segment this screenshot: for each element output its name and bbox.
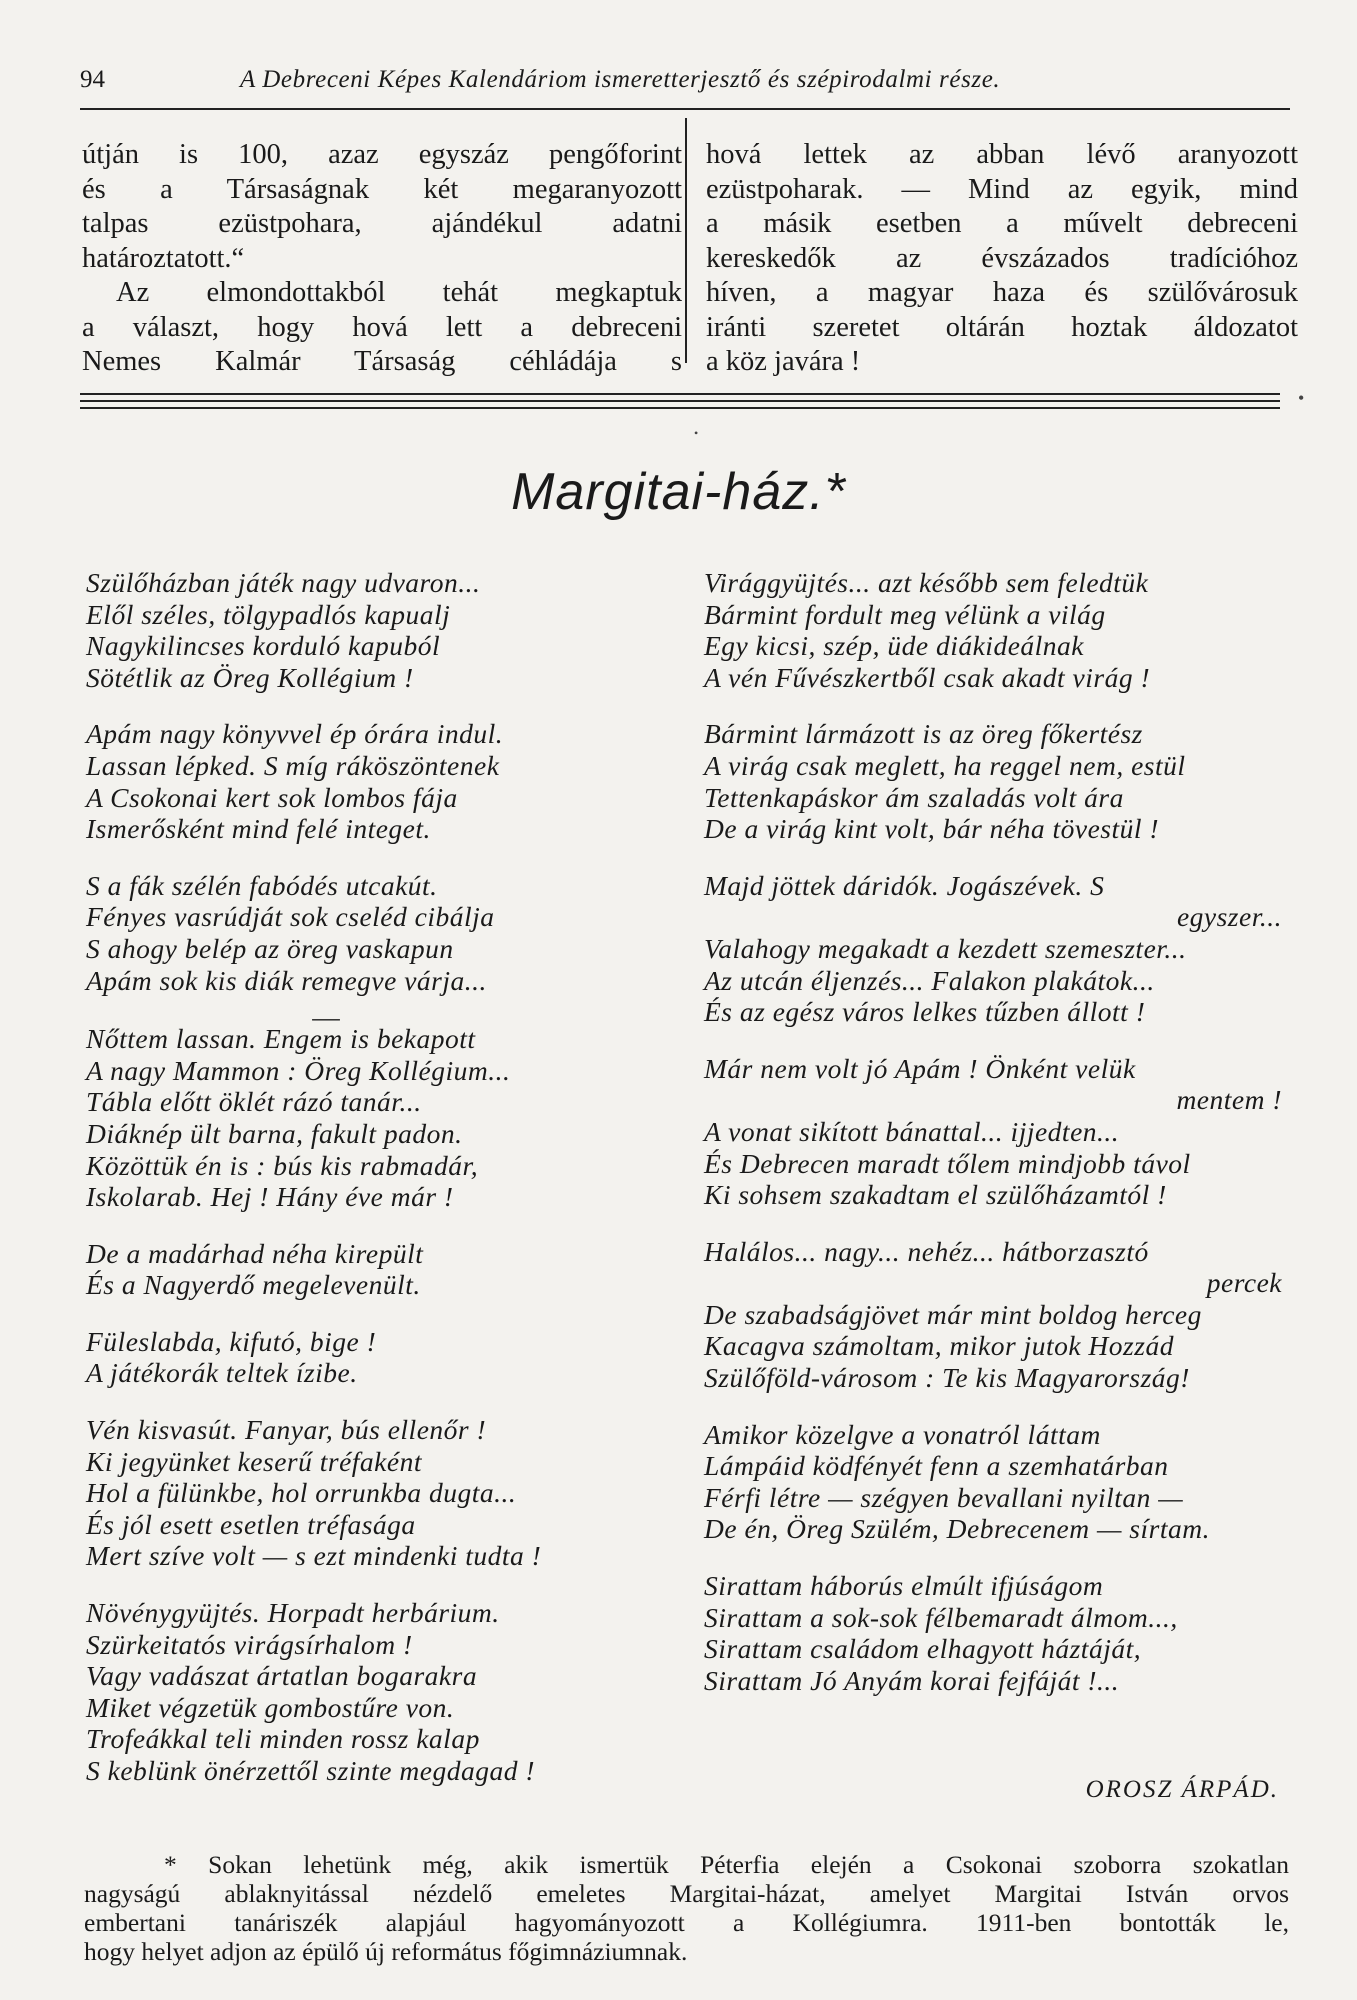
poem-line: Sirattam a sok-sok félbemaradt álmom..., bbox=[704, 1601, 1178, 1633]
poem-line: A játékorák teltek ízibe. bbox=[86, 1357, 358, 1389]
poem-author: OROSZ ÁRPÁD. bbox=[1085, 1776, 1279, 1803]
poem-line: Tábla előtt öklét rázó tanár... bbox=[86, 1086, 422, 1118]
stanza bbox=[704, 1236, 1304, 1394]
poem-line: Közöttük én is : bús kis rabmadár, bbox=[86, 1149, 479, 1181]
stanza bbox=[86, 567, 686, 693]
intro-line: határoztatott.“ bbox=[82, 242, 245, 274]
poem-line: Vén kisvasút. Fanyar, bús ellenőr ! bbox=[86, 1414, 487, 1446]
stanza bbox=[86, 1238, 686, 1301]
intro-left-column bbox=[82, 138, 682, 380]
intro-line: híven, a magyar haza és szülővárosuk bbox=[706, 277, 1298, 308]
poem-line: Virággyüjtés... azt később sem feledtük bbox=[704, 567, 1149, 598]
poem-line: Iskolarab. Hej ! Hány éve már ! bbox=[86, 1181, 454, 1213]
poem-line: És az egész város lelkes tűzben állott ! bbox=[704, 996, 1146, 1028]
stanza bbox=[86, 1414, 686, 1572]
poem-line: Sirattam családom elhagyott háztáját, bbox=[704, 1633, 1142, 1665]
poem-right-column bbox=[704, 567, 1304, 1721]
poem-line: Az utcán éljenzés... Falakon plakátok... bbox=[704, 964, 1155, 996]
stanza bbox=[86, 718, 686, 844]
ornament-dot: • bbox=[694, 426, 699, 440]
header-rule bbox=[80, 108, 1290, 110]
column-divider bbox=[685, 118, 687, 363]
intro-line: Az elmondottakból tehát megkaptuk bbox=[116, 277, 682, 308]
poem-line: Valahogy megakadt a kezdett szemeszter... bbox=[704, 932, 1187, 964]
poem-line: Majd jöttek dáridók. Jogászévek. S bbox=[704, 869, 1105, 901]
poem-line: S a fák szélén fabódés utcakút. bbox=[86, 869, 438, 901]
stanza bbox=[704, 870, 1304, 1028]
stanza bbox=[704, 1053, 1304, 1211]
footnote-line: hogy helyet adjon az épülő új református főgimnáziumnak. bbox=[84, 1937, 688, 1966]
stanza bbox=[704, 567, 1304, 693]
stanza-divider: — bbox=[312, 1001, 340, 1033]
poem-line: Halálos... nagy... nehéz... hátborzasztó bbox=[704, 1235, 1149, 1267]
poem-line: Elől széles, tölgypadlós kapualj bbox=[86, 598, 451, 630]
poem-line: A virág csak meglett, ha reggel nem, estül bbox=[704, 749, 1186, 781]
poem-line: Lámpáid ködfényét fenn a szemhatárban bbox=[704, 1450, 1169, 1482]
poem-line: Ki sohsem szakadtam el szülőházamtól ! bbox=[704, 1179, 1167, 1211]
section-rule-top bbox=[80, 393, 1280, 395]
stanza bbox=[86, 1597, 686, 1787]
stanza bbox=[86, 1326, 686, 1389]
poem-line: percek bbox=[1206, 1267, 1282, 1299]
page-number: 94 bbox=[80, 66, 105, 93]
poem-line: De én, Öreg Szülém, Debrecenem — sírtam. bbox=[704, 1513, 1210, 1545]
poem-line: egyszer... bbox=[1176, 901, 1282, 933]
poem-line: Trofeákkal teli minden rossz kalap bbox=[86, 1723, 480, 1755]
poem-line: S keblünk önérzettől szinte megdagad ! bbox=[86, 1755, 535, 1786]
section-rule-bottom bbox=[80, 407, 1280, 409]
poem-line: Sirattam Jó Anyám korai fejfáját !... bbox=[704, 1664, 1120, 1696]
poem-line: Bármint lármázott is az öreg főkertész bbox=[704, 718, 1143, 750]
poem-line: mentem ! bbox=[1176, 1084, 1282, 1116]
intro-line: a köz javára ! bbox=[706, 346, 861, 377]
intro-line: talpas ezüstpohara, ajándékul adatni bbox=[82, 208, 682, 239]
intro-line: ezüstpoharak. — Mind az egyik, mind bbox=[706, 173, 1298, 205]
poem-line: A vén Fűvészkertből csak akadt virág ! bbox=[704, 661, 1151, 693]
poem-line: Bármint fordult meg vélünk a világ bbox=[704, 598, 1106, 630]
poem-line: Ismerősként mind felé integet. bbox=[86, 813, 431, 845]
poem-line: Vagy vadászat ártatlan bogarakra bbox=[86, 1660, 478, 1692]
stanza bbox=[86, 1001, 686, 1213]
poem-line: Ki jegyünket keserű tréfaként bbox=[86, 1445, 422, 1477]
intro-line: hová lettek az abban lévő aranyozott bbox=[706, 139, 1298, 170]
poem-line: Szülőházban játék nagy udvaron... bbox=[86, 567, 481, 598]
intro-line: útján is 100, azaz egyszáz pengőforint bbox=[82, 139, 682, 170]
running-title: A Debreceni Képes Kalendáriom ismeretterjesztő és szépirodalmi része. bbox=[240, 66, 1001, 93]
poem-line: Férfi létre — szégyen bevallani nyiltan — bbox=[704, 1481, 1184, 1513]
poem-line: A vonat sikított bánattal... ijjedten... bbox=[704, 1115, 1120, 1147]
intro-line: és a Társaságnak két megaranyozott bbox=[82, 173, 682, 205]
ornament-dot: • bbox=[1298, 388, 1305, 408]
intro-line: iránti szeretet oltárán hoztak áldozatot bbox=[706, 311, 1298, 343]
poem-title: Margitai-ház.* bbox=[511, 463, 846, 521]
poem-line: De a virág kint volt, bár néha tövestül ! bbox=[704, 813, 1160, 845]
poem-line: Apám sok kis diák remegve várja... bbox=[86, 964, 487, 996]
intro-line: kereskedők az évszázados tradícióhoz bbox=[706, 242, 1298, 274]
poem-line: Fényes vasrúdját sok cseléd cibálja bbox=[86, 901, 495, 933]
poem-line: Sirattam háborús elmúlt ifjúságom bbox=[704, 1570, 1104, 1602]
intro-line: a választ, hogy hová lett a debreceni bbox=[82, 311, 682, 343]
poem-line: Amikor közelgve a vonatról láttam bbox=[704, 1418, 1101, 1450]
poem-left-column bbox=[86, 567, 686, 1812]
poem-line: A Csokonai kert sok lombos fája bbox=[86, 781, 458, 813]
poem-line: Már nem volt jó Apám ! Önként velük bbox=[704, 1052, 1136, 1084]
poem-line: Füleslabda, kifutó, bige ! bbox=[86, 1325, 377, 1357]
poem-line: És a Nagyerdő megelevenült. bbox=[86, 1269, 421, 1301]
running-header bbox=[80, 66, 1280, 106]
section-rule-middle bbox=[80, 400, 1280, 402]
intro-right-column bbox=[706, 138, 1298, 380]
footnote bbox=[84, 1850, 1289, 1966]
poem-line: A nagy Mammon : Öreg Kollégium... bbox=[86, 1054, 511, 1086]
poem-line: Mert szíve volt — s ezt mindenki tudta ! bbox=[86, 1540, 542, 1572]
footnote-line: nagyságú ablaknyitással nézdelő emeletes Margitai-házat, amelyet Margitai István orvos bbox=[84, 1879, 1289, 1908]
footnote-line: embertani tanáriszék alapjául hagyományozott a Kollégiumra. 1911-ben bontották le, bbox=[84, 1908, 1289, 1937]
intro-line: Nemes Kalmár Társaság céhládája s bbox=[82, 346, 682, 377]
poem-line: Apám nagy könyvvel ép órára indul. bbox=[86, 718, 504, 750]
poem-line: Növénygyüjtés. Horpadt herbárium. bbox=[86, 1597, 500, 1629]
poem-line: Hol a fülünkbe, hol orrunkba dugta... bbox=[86, 1477, 517, 1509]
poem-line: Sötétlik az Öreg Kollégium ! bbox=[86, 661, 414, 693]
poem-line: Lassan lépked. S míg ráköszöntenek bbox=[86, 749, 500, 781]
poem-line: Szülőföld-városom : Te kis Magyarország! bbox=[704, 1362, 1190, 1394]
poem-line: Nőttem lassan. Engem is bekapott bbox=[86, 1023, 476, 1055]
poem-line: Tettenkapáskor ám szaladás volt ára bbox=[704, 781, 1124, 813]
stanza bbox=[704, 718, 1304, 844]
stanza bbox=[704, 1419, 1304, 1545]
poem-line: De szabadságjövet már mint boldog herceg bbox=[704, 1298, 1202, 1330]
poem-line: Miket végzetük gombostűre von. bbox=[86, 1691, 455, 1723]
poem-line: Kacagva számoltam, mikor jutok Hozzád bbox=[704, 1330, 1174, 1362]
stanza bbox=[704, 1570, 1304, 1696]
poem-line: És Debrecen maradt tőlem mindjobb távol bbox=[704, 1147, 1191, 1179]
intro-line: a másik esetben a művelt debreceni bbox=[706, 208, 1298, 239]
poem-line: Szürkeitatós virágsírhalom ! bbox=[86, 1628, 413, 1660]
stanza bbox=[86, 870, 686, 996]
footnote-line: * Sokan lehetünk még, akik ismertük Péterfia elején a Csokonai szoborra szokatlan bbox=[164, 1850, 1289, 1879]
poem-line: S ahogy belép az öreg vaskapun bbox=[86, 932, 454, 964]
poem-line: Egy kicsi, szép, üde diákideálnak bbox=[704, 630, 1085, 662]
poem-line: Diáknép ült barna, fakult padon. bbox=[86, 1117, 463, 1149]
poem-line: Nagykilincses korduló kapuból bbox=[86, 630, 441, 662]
poem-line: És jól esett esetlen tréfasága bbox=[86, 1508, 416, 1540]
poem-line: De a madárhad néha kirepült bbox=[86, 1237, 424, 1269]
